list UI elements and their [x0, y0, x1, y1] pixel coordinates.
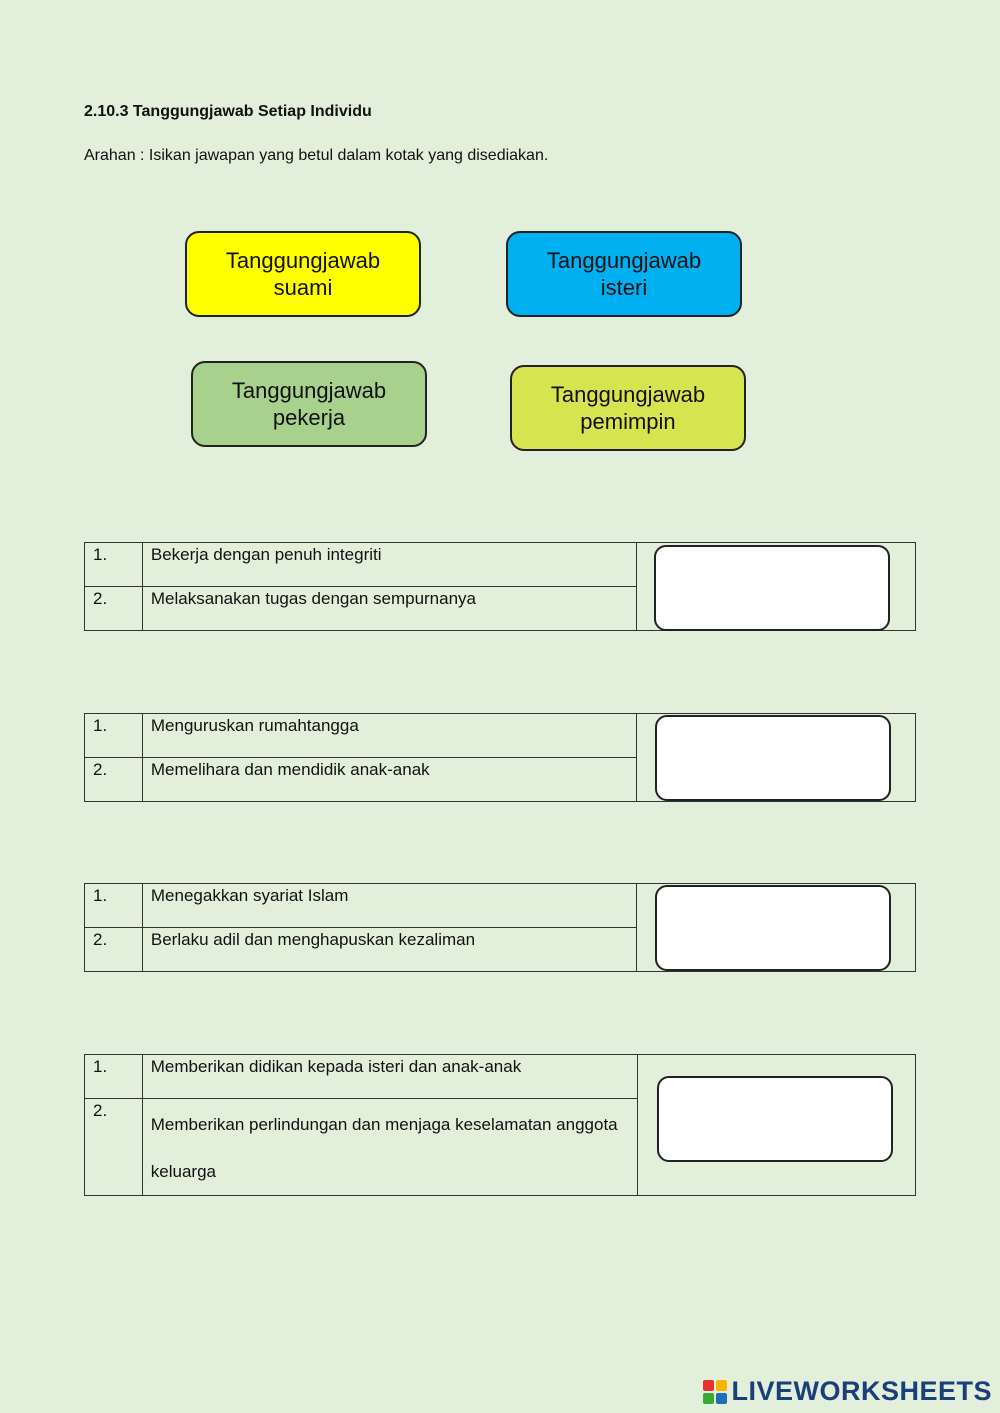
question-table-4 [84, 1054, 916, 1196]
question-table-2 [84, 713, 916, 802]
answer-drop-box[interactable] [654, 545, 890, 631]
option-pekerja-label: Tanggungjawab pekerja [231, 378, 387, 430]
item-text: Menguruskan rumahtangga [142, 714, 636, 758]
table-row [85, 884, 916, 928]
answer-cell [636, 543, 915, 631]
table-row [85, 1055, 916, 1099]
option-isteri-label: Tanggungjawab isteri [546, 248, 702, 300]
option-pemimpin[interactable] [510, 365, 746, 451]
item-text: Memberikan didikan kepada isteri dan anak-anak [142, 1055, 637, 1099]
table-row [85, 714, 916, 758]
table-row [85, 543, 916, 587]
item-number: 1. [85, 543, 143, 587]
option-pekerja[interactable] [191, 361, 427, 447]
answer-cell [636, 884, 915, 972]
option-suami-label: Tanggungjawab suami [225, 248, 381, 300]
item-number: 2. [85, 758, 143, 802]
option-suami[interactable] [185, 231, 421, 317]
item-text: Memberikan perlindungan dan menjaga keselamatan anggota keluarga [142, 1099, 637, 1196]
question-table-1 [84, 542, 916, 631]
answer-drop-box[interactable] [657, 1076, 893, 1162]
answer-drop-box[interactable] [655, 715, 891, 801]
instruction-text: Arahan : Isikan jawapan yang betul dalam kotak yang disediakan. [84, 147, 549, 164]
brand-name: LIVEWORKSHEETS [731, 1376, 992, 1406]
answer-drop-box[interactable] [655, 885, 891, 971]
answer-cell [636, 714, 915, 802]
liveworksheets-logo-icon [703, 1380, 727, 1404]
item-number: 1. [85, 714, 143, 758]
item-text: Berlaku adil dan menghapuskan kezaliman [142, 928, 636, 972]
item-text: Melaksanakan tugas dengan sempurnanya [142, 587, 636, 631]
brand-logo [703, 1376, 992, 1407]
item-number: 1. [85, 1055, 143, 1099]
question-table-3 [84, 883, 916, 972]
item-number: 2. [85, 1099, 143, 1196]
item-text: Memelihara dan mendidik anak-anak [142, 758, 636, 802]
option-isteri[interactable] [506, 231, 742, 317]
item-number: 2. [85, 928, 143, 972]
page-title: 2.10.3 Tanggungjawab Setiap Individu [84, 103, 372, 120]
item-number: 1. [85, 884, 143, 928]
item-text: Menegakkan syariat Islam [142, 884, 636, 928]
item-text: Bekerja dengan penuh integriti [142, 543, 636, 587]
option-pemimpin-label: Tanggungjawab pemimpin [550, 382, 706, 434]
answer-cell [637, 1055, 915, 1196]
item-number: 2. [85, 587, 143, 631]
